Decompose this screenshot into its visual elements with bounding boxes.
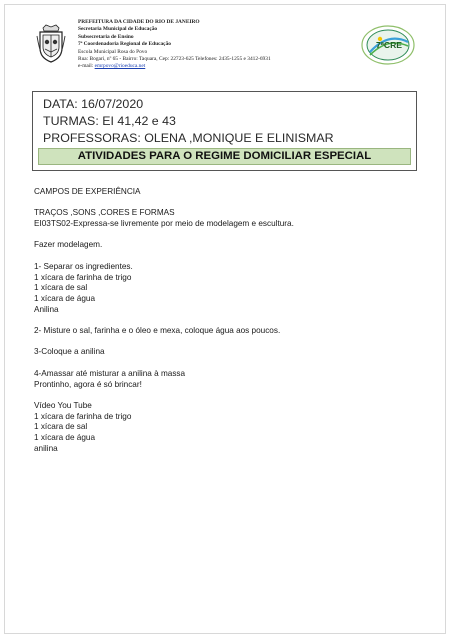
video-ingredient-item: 1 xícara de farinha de trigo [34, 411, 132, 421]
finish-text: Prontinho, agora é só brincar! [34, 379, 142, 389]
regional-coordination: 7ª Coordenadoria Regional de Educação [78, 41, 171, 48]
school-address: Rua: Bogari, nº 65 - Bairro: Taquara, Cep: 22723-625 Telefones: 2435-1255 e 3412-6931 [78, 56, 271, 63]
city-hall-name: PREFEITURA DA CIDADE DO RIO DE JANEIRO [78, 19, 200, 25]
ingredient-item: 1 xícara de farinha de trigo [34, 272, 132, 282]
city-coat-of-arms-icon [36, 24, 66, 64]
video-label: Vídeo You Tube [34, 400, 92, 410]
teaching-subsecretariat: Subsecretaria de Ensino [78, 33, 134, 40]
video-ingredient-item: 1 xícara de água [34, 433, 95, 443]
cre-logo-text: 7ªCRE [375, 40, 403, 50]
step-4: 4-Amassar até misturar a anilina à massa [34, 368, 186, 378]
step-2: 2- Misture o sal, farinha e o óleo e mexa, coloque água aos poucos. [34, 326, 281, 336]
ingredient-item: 1 xícara de sal [34, 283, 88, 293]
video-ingredient-item: anilina [34, 443, 58, 453]
email-label: e-mail: [78, 63, 95, 70]
ingredient-item: 1 xícara de água [34, 293, 95, 303]
school-name: Escola Municipal Rosa do Povo [78, 48, 148, 55]
activities-banner: ATIVIDADES PARA O REGIME DOMICILIAR ESPECIAL [38, 148, 411, 165]
classes-line: TURMAS: EI 41,42 e 43 [43, 114, 176, 128]
experience-fields-heading: CAMPOS DE EXPERIÊNCIA [34, 187, 141, 196]
ingredient-item: Anilina [34, 304, 59, 314]
video-ingredient-item: 1 xícara de sal [34, 422, 88, 432]
email-line [78, 63, 328, 70]
email-link[interactable]: emrpovo@rioeduca.net [94, 63, 146, 70]
activity-title: Fazer modelagem. [34, 240, 103, 250]
teachers-line: PROFESSORAS: OLENA ,MONIQUE E ELINISMAR [43, 131, 334, 145]
document-body [34, 187, 424, 454]
info-box [32, 91, 417, 171]
letterhead [78, 19, 328, 71]
step-3: 3-Coloque a anilina [34, 347, 105, 357]
field-title: TRAÇOS ,SONS ,CORES E FORMAS [34, 208, 175, 218]
objective-text: EI03TS02-Expressa-se livremente por meio de modelagem e escultura. [34, 219, 294, 229]
education-secretariat: Secretaria Municipal de Educação [78, 26, 158, 33]
step-1: 1- Separar os ingredientes. [34, 261, 133, 271]
cre-logo-icon [360, 24, 416, 66]
date-line: DATA: 16/07/2020 [43, 97, 144, 111]
